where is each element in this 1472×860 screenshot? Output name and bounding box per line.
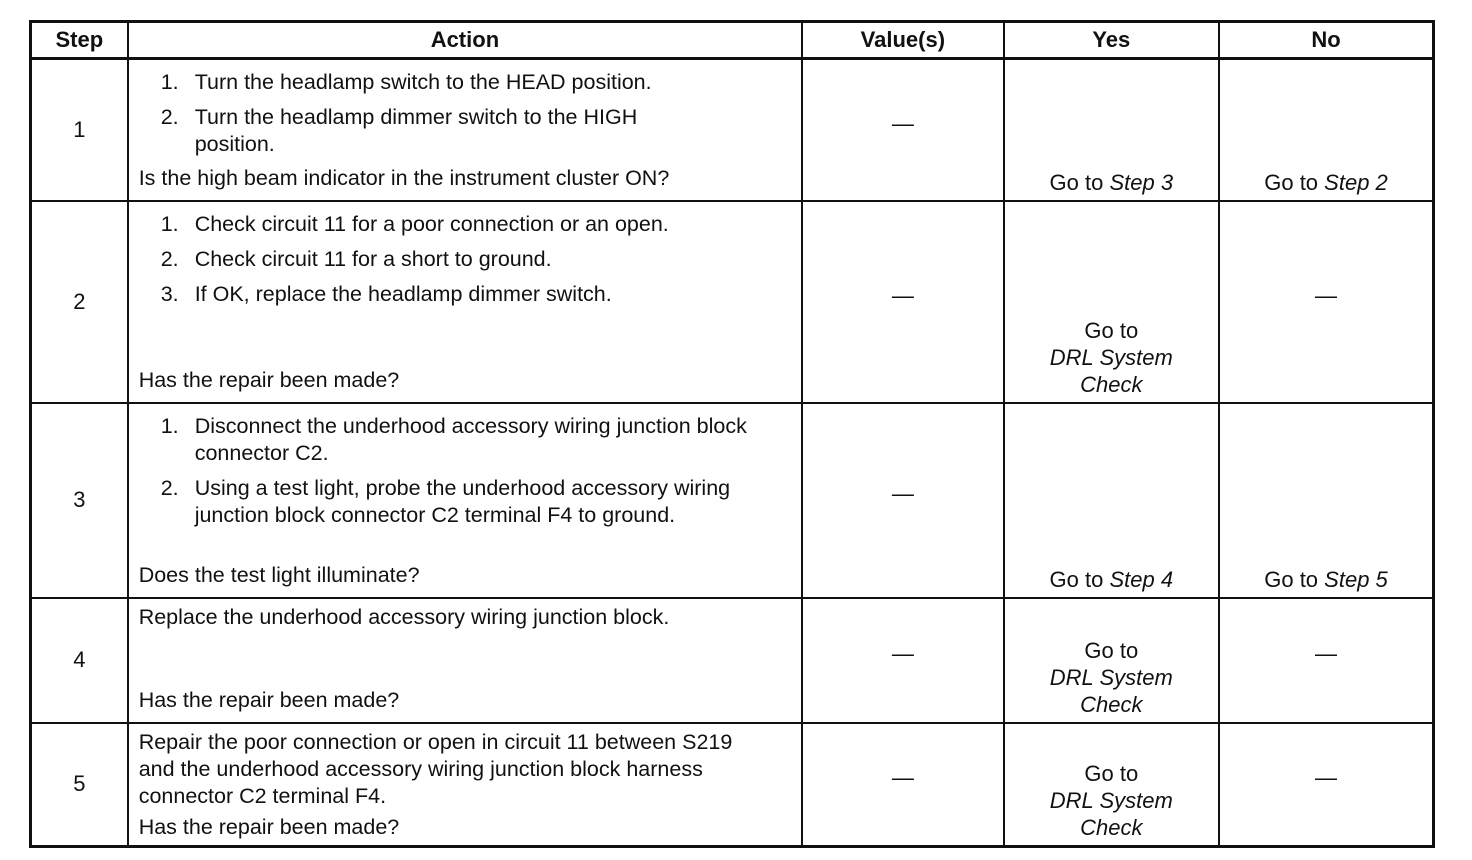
action-item: 2. Turn the headlamp dimmer switch to the HIGH position. (160, 105, 638, 156)
action-item: 2. Check circuit 11 for a short to ground. (160, 246, 552, 271)
value-cell: — (802, 598, 1003, 723)
table-row (31, 598, 1434, 723)
header-step: Step (31, 22, 128, 59)
no-result: Go to Step 5 (1219, 403, 1433, 598)
step-link[interactable]: Step 3 (1109, 169, 1174, 195)
table-row (31, 403, 1434, 598)
action-item: 1. Disconnect the underhood accessory wiring junction block connector C2. (160, 413, 747, 465)
action-item: 1. Check circuit 11 for a poor connection or an open. (160, 211, 669, 236)
header-values: Value(s) (802, 22, 1003, 59)
header-no: No (1219, 22, 1433, 59)
header-row (31, 22, 1434, 59)
yes-result: Go to DRL System Check (1004, 723, 1219, 847)
action-list (139, 413, 791, 529)
no-result: — (1219, 201, 1433, 403)
step-link[interactable]: Step 5 (1324, 566, 1388, 592)
no-result: — (1219, 598, 1433, 723)
table-row (31, 723, 1434, 847)
drl-system-check-link[interactable]: DRL System Check (1049, 344, 1173, 397)
header-action: Action (128, 22, 802, 59)
action-cell (128, 59, 802, 201)
action-list (139, 69, 791, 158)
action-cell (128, 403, 802, 598)
yes-result: Go to Step 3 (1004, 59, 1219, 201)
action-text: Replace the underhood accessory wiring junction block. (138, 604, 670, 629)
action-question: Does the test light illuminate? (138, 562, 420, 587)
action-question: Has the repair been made? (138, 814, 400, 839)
step-link[interactable]: Step 4 (1109, 566, 1174, 592)
step-number: 4 (31, 598, 128, 723)
action-question: Has the repair been made? (138, 687, 400, 712)
value-cell: — (802, 403, 1003, 598)
table-row (31, 201, 1434, 403)
action-text: Repair the poor connection or open in circuit 11 between S219 and the underhood accessory wiring junction block harness connector C2 terminal F4. (138, 729, 733, 808)
action-question: Is the high beam indicator in the instrument cluster ON? (138, 166, 670, 190)
action-list (139, 211, 791, 308)
action-item: 1. Turn the headlamp switch to the HEAD position. (160, 70, 652, 94)
action-item: 2. Using a test light, probe the underhood accessory wiring junction block connector C2 terminal F4 to ground. (160, 475, 731, 527)
header-yes: Yes (1004, 22, 1219, 59)
no-result: — (1219, 723, 1433, 847)
value-cell: — (802, 723, 1003, 847)
step-number: 5 (31, 723, 128, 847)
step-link[interactable]: Step 2 (1324, 169, 1388, 195)
action-cell (128, 598, 802, 723)
drl-system-check-link[interactable]: DRL System Check (1049, 664, 1173, 717)
action-cell (128, 723, 802, 847)
drl-system-check-link[interactable]: DRL System Check (1049, 788, 1173, 840)
step-number: 2 (31, 201, 128, 403)
yes-result: Go to Step 4 (1004, 403, 1219, 598)
step-number: 1 (31, 59, 128, 201)
step-number: 3 (31, 403, 128, 598)
no-result: Go to Step 2 (1219, 59, 1433, 201)
yes-result: Go to DRL System Check (1004, 201, 1219, 403)
action-item: 3. If OK, replace the headlamp dimmer switch. (160, 281, 612, 306)
yes-result: Go to DRL System Check (1004, 598, 1219, 723)
action-question: Has the repair been made? (138, 367, 400, 392)
table-row (31, 59, 1434, 201)
value-cell: — (802, 201, 1003, 403)
diagnostic-table (29, 20, 1435, 848)
value-cell: — (802, 59, 1003, 201)
action-cell (128, 201, 802, 403)
